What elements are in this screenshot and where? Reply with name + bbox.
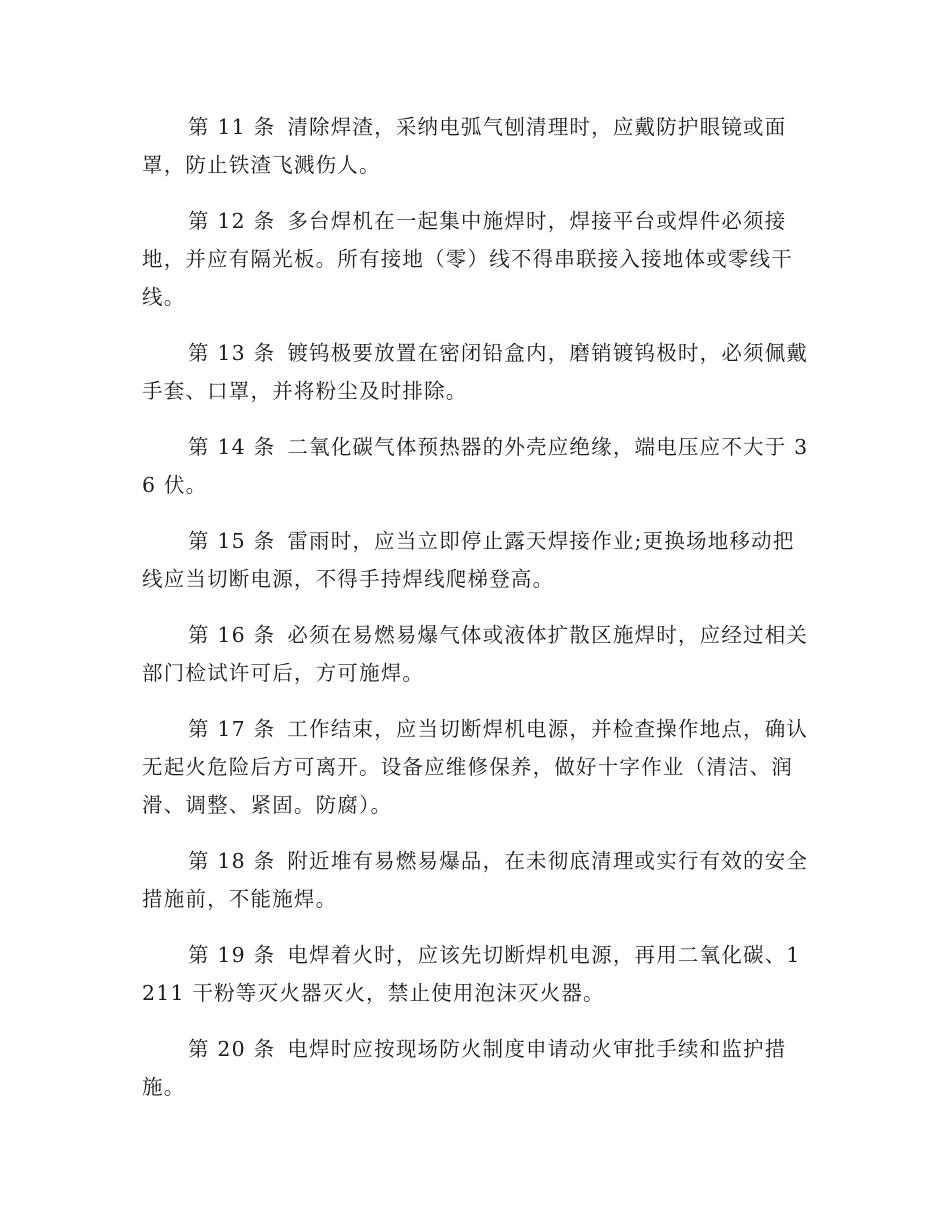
article-text: 工作结束，应当切断焊机电源，并检查操作地点，确认无起火危险后方可离开。设备应维修保养，做好十字作业（清洁、润滑、调整、紧固。防腐）。 — [142, 717, 809, 817]
article-number: 第 18 条 — [188, 849, 276, 873]
article-text: 电焊时应按现场防火制度申请动火审批手续和监护措施。 — [142, 1037, 787, 1099]
article-text: 二氧化碳气体预热器的外壳应绝缘，端电压应不大于 36 伏。 — [142, 435, 809, 497]
article-11 — [142, 108, 810, 184]
article-12 — [142, 202, 810, 316]
article-number: 第 16 条 — [188, 623, 276, 647]
article-19 — [142, 936, 810, 1012]
article-number: 第 12 条 — [188, 209, 276, 233]
article-text: 多台焊机在一起集中施焊时，焊接平台或焊件必须接地，并应有隔光板。所有接地（零）线不得串联接入接地体或零线干线。 — [142, 209, 793, 309]
article-18 — [142, 842, 810, 918]
article-14 — [142, 428, 810, 504]
article-13 — [142, 334, 810, 410]
article-text: 附近堆有易燃易爆品，在未彻底清理或实行有效的安全措施前，不能施焊。 — [142, 849, 809, 911]
article-text: 镀钨极要放置在密闭铅盒内，磨销镀钨极时，必须佩戴手套、口罩，并将粉尘及时排除。 — [142, 341, 809, 403]
article-text: 电焊着火时，应该先切断焊机电源，再用二氧化碳、1211 干粉等灭火器灭火，禁止使用泡沫灭火器。 — [142, 943, 801, 1005]
document-body — [142, 108, 810, 1124]
article-number: 第 13 条 — [188, 341, 276, 365]
article-text: 雷雨时，应当立即停止露天焊接作业;更换场地移动把线应当切断电源，不得手持焊线爬梯登高。 — [142, 529, 795, 591]
article-16 — [142, 616, 810, 692]
article-number: 第 15 条 — [188, 529, 276, 553]
article-number: 第 11 条 — [188, 115, 276, 139]
article-text: 清除焊渣，采纳电弧气刨清理时，应戴防护眼镜或面罩，防止铁渣飞溅伤人。 — [142, 115, 787, 177]
article-number: 第 14 条 — [188, 435, 276, 459]
article-number: 第 17 条 — [188, 717, 276, 741]
article-number: 第 20 条 — [188, 1037, 276, 1061]
article-17 — [142, 710, 810, 824]
article-number: 第 19 条 — [188, 943, 276, 967]
article-15 — [142, 522, 810, 598]
article-text: 必须在易燃易爆气体或液体扩散区施焊时，应经过相关部门检试许可后，方可施焊。 — [142, 623, 809, 685]
article-20 — [142, 1030, 810, 1106]
